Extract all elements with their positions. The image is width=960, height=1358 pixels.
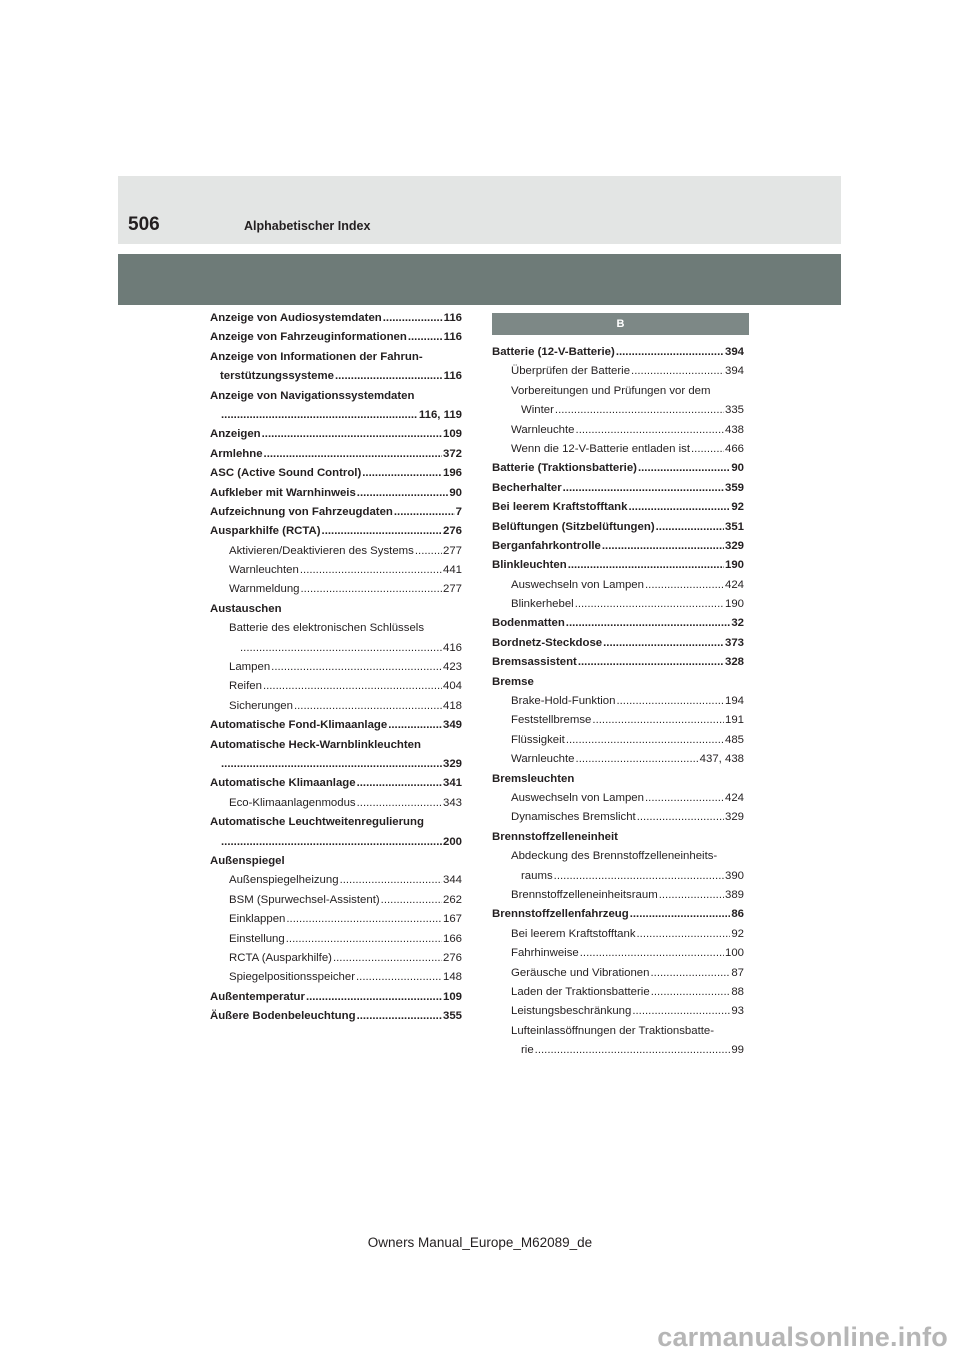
dot-leader xyxy=(221,755,442,774)
entry-term: Belüftungen (Sitzbelüftungen) xyxy=(492,520,655,533)
dot-leader xyxy=(362,464,442,483)
entry-term: ASC (Active Sound Control) xyxy=(210,467,362,480)
index-entry xyxy=(492,498,744,517)
letter-heading-b: B xyxy=(492,313,749,335)
entry-page-ref: 276 xyxy=(442,525,462,538)
entry-page-ref: 88 xyxy=(731,985,744,998)
dot-leader xyxy=(286,910,442,929)
index-entry xyxy=(210,755,462,774)
dot-leader xyxy=(264,445,442,464)
dot-leader xyxy=(566,731,724,750)
dot-leader xyxy=(333,949,442,968)
entry-page-ref: 424 xyxy=(724,578,744,591)
entry-page-ref: 109 xyxy=(442,428,462,441)
index-entry xyxy=(492,421,744,440)
index-entry xyxy=(210,658,462,677)
entry-page-ref: 359 xyxy=(724,481,744,494)
dot-leader xyxy=(580,944,724,963)
dot-leader xyxy=(271,658,442,677)
entry-term: Blinkleuchten xyxy=(492,559,567,572)
index-entry xyxy=(210,387,462,406)
entry-term: Automatische Heck-Warnblinkleuchten xyxy=(210,738,421,751)
dot-leader xyxy=(645,789,724,808)
entry-term: Batterie des elektronischen Schlüssels xyxy=(229,622,425,635)
entry-term: Auswechseln von Lampen xyxy=(511,578,644,591)
entry-term: Warnleuchten xyxy=(229,564,299,577)
entry-term: Außenspiegelheizung xyxy=(229,874,339,887)
entry-term: Aufzeichnung von Fahrzeugdaten xyxy=(210,505,393,518)
entry-term: Berganfahrkontrolle xyxy=(492,539,601,552)
entry-page-ref: 329 xyxy=(724,811,744,824)
dot-leader xyxy=(357,1007,442,1026)
entry-page-ref: 355 xyxy=(442,1010,462,1023)
entry-page-ref: 351 xyxy=(724,520,744,533)
dot-leader xyxy=(566,614,731,633)
entry-page-ref: 438 xyxy=(724,423,744,436)
entry-page-ref: 191 xyxy=(724,714,744,727)
entry-page-ref: 93 xyxy=(731,1005,744,1018)
index-entry xyxy=(492,944,744,963)
index-entry xyxy=(210,580,462,599)
dot-leader xyxy=(616,692,724,711)
entry-term: Äußere Bodenbeleuchtung xyxy=(210,1010,356,1023)
dot-leader xyxy=(301,580,442,599)
dot-leader xyxy=(637,808,724,827)
index-entry xyxy=(210,425,462,444)
entry-term: Batterie (12-V-Batterie) xyxy=(492,346,615,358)
index-entry xyxy=(210,949,462,968)
index-entry xyxy=(210,619,462,638)
entry-page-ref: 329 xyxy=(442,757,462,770)
index-entry xyxy=(492,886,744,905)
entry-term: Brake-Hold-Funktion xyxy=(511,695,616,708)
dot-leader xyxy=(221,406,418,425)
entry-page-ref: 485 xyxy=(724,733,744,746)
entry-term: Winter xyxy=(521,404,554,417)
entry-term: RCTA (Ausparkhilfe) xyxy=(229,951,332,964)
entry-term: Brennstoffzellenfahrzeug xyxy=(492,908,629,921)
index-entry xyxy=(492,1022,744,1041)
entry-page-ref: 116 xyxy=(443,370,462,383)
entry-page-ref: 328 xyxy=(724,656,744,669)
index-entry xyxy=(492,440,744,459)
entry-term: Brennstoffzelleneinheitsraum xyxy=(511,888,658,901)
dot-leader xyxy=(563,479,724,498)
index-entry xyxy=(210,600,462,619)
entry-term: Bordnetz-Steckdose xyxy=(492,636,603,649)
index-entry xyxy=(210,988,462,1007)
dot-leader xyxy=(650,964,730,983)
dot-leader xyxy=(294,697,442,716)
entry-term: Bremsassistent xyxy=(492,656,577,669)
dot-leader xyxy=(616,343,724,362)
index-entry xyxy=(492,1041,744,1060)
dot-leader xyxy=(300,561,442,580)
dot-leader xyxy=(335,367,443,386)
entry-term: Automatische Leuchtweitenregulierung xyxy=(210,816,424,829)
entry-page-ref: 466 xyxy=(724,442,744,455)
index-entry xyxy=(210,716,462,735)
index-entry xyxy=(492,847,744,866)
index-entry xyxy=(210,406,462,425)
entry-term: rie xyxy=(521,1044,534,1057)
dot-leader xyxy=(578,653,724,672)
entry-page-ref: 86 xyxy=(731,908,744,921)
index-entry xyxy=(492,905,744,924)
entry-page-ref: 32 xyxy=(731,617,744,630)
entry-term: Ausparkhilfe (RCTA) xyxy=(210,525,321,538)
index-entry xyxy=(492,382,744,401)
index-entry xyxy=(492,518,744,537)
index-entry xyxy=(492,576,744,595)
index-entry xyxy=(210,891,462,910)
entry-page-ref: 424 xyxy=(724,791,744,804)
index-entry xyxy=(492,343,744,362)
entry-page-ref: 276 xyxy=(442,951,462,964)
entry-page-ref: 404 xyxy=(442,680,462,693)
dot-leader xyxy=(535,1041,731,1060)
footer-doc-id: Owners Manual_Europe_M62089_de xyxy=(367,1235,593,1250)
index-entry xyxy=(492,867,744,886)
index-entry xyxy=(492,828,744,847)
entry-page-ref: 7 xyxy=(455,505,462,518)
index-entry xyxy=(492,964,744,983)
dot-leader xyxy=(381,891,442,910)
entry-term: Becherhalter xyxy=(492,481,562,494)
index-entry xyxy=(492,459,744,478)
index-entry xyxy=(210,367,462,386)
entry-term: Lufteinlassöffnungen der Traktionsbatte- xyxy=(511,1024,715,1037)
entry-term: BSM (Spurwechsel-Assistent) xyxy=(229,893,380,906)
entry-page-ref: 373 xyxy=(724,636,744,649)
entry-term: Anzeige von Fahrzeuginformationen xyxy=(210,331,407,344)
entry-term: Anzeige von Navigationssystemdaten xyxy=(210,389,415,402)
entry-term: Eco-Klimaanlagenmodus xyxy=(229,796,356,809)
header-dark-band xyxy=(118,254,841,305)
entry-term: Warnleuchte xyxy=(511,753,575,766)
dot-leader xyxy=(630,905,731,924)
dot-leader xyxy=(286,930,442,949)
index-entry xyxy=(210,871,462,890)
entry-term: Anzeige von Audiosystemdaten xyxy=(210,312,382,324)
index-entry xyxy=(210,677,462,696)
entry-term: Reifen xyxy=(229,680,262,693)
index-entry xyxy=(492,1002,744,1021)
entry-term: Brennstoffzelleneinheit xyxy=(492,830,618,843)
index-entry xyxy=(492,479,744,498)
index-column-right xyxy=(492,343,744,1060)
entry-term: Lampen xyxy=(229,661,271,674)
entry-page-ref: 343 xyxy=(442,796,462,809)
entry-term: Automatische Klimaanlage xyxy=(210,777,356,790)
entry-page-ref: 167 xyxy=(442,913,462,926)
index-entry xyxy=(492,537,744,556)
dot-leader xyxy=(262,425,442,444)
index-entry xyxy=(492,614,744,633)
index-entry xyxy=(492,692,744,711)
index-entry xyxy=(210,542,462,561)
entry-page-ref: 394 xyxy=(724,346,744,358)
index-entry xyxy=(492,808,744,827)
dot-leader xyxy=(659,886,724,905)
watermark-logo: carmanualsonline.info xyxy=(657,1322,948,1352)
entry-page-ref: 349 xyxy=(442,719,462,732)
entry-page-ref: 329 xyxy=(724,539,744,552)
entry-term: Vorbereitungen und Prüfungen vor dem xyxy=(511,384,711,397)
entry-page-ref: 116 xyxy=(443,312,462,324)
entry-page-ref: 418 xyxy=(442,699,462,712)
dot-leader xyxy=(632,1002,730,1021)
index-entry xyxy=(210,1007,462,1026)
dot-leader xyxy=(240,639,442,658)
entry-page-ref: 190 xyxy=(724,559,744,572)
index-entry xyxy=(492,634,744,653)
entry-page-ref: 166 xyxy=(442,932,462,945)
entry-page-ref: 194 xyxy=(724,695,744,708)
dot-leader xyxy=(415,542,442,561)
index-entry xyxy=(492,789,744,808)
entry-page-ref: 190 xyxy=(724,598,744,611)
dot-leader xyxy=(575,595,724,614)
entry-page-ref: 341 xyxy=(442,777,462,790)
dot-leader xyxy=(603,634,724,653)
entry-page-ref: 200 xyxy=(442,835,462,848)
index-entry xyxy=(492,925,744,944)
dot-leader xyxy=(340,871,442,890)
dot-leader xyxy=(306,988,442,1007)
dot-leader xyxy=(388,716,442,735)
entry-term: Bremsleuchten xyxy=(492,772,575,785)
index-entry xyxy=(492,731,744,750)
index-entry xyxy=(210,464,462,483)
dot-leader xyxy=(645,576,724,595)
entry-term: Wenn die 12-V-Batterie entladen ist xyxy=(511,442,690,455)
entry-page-ref: 335 xyxy=(724,404,744,417)
dot-leader xyxy=(357,794,442,813)
entry-term: Anzeige von Informationen der Fahrun- xyxy=(210,350,423,363)
entry-term: Austauschen xyxy=(210,602,282,615)
dot-leader xyxy=(554,867,724,886)
dot-leader xyxy=(576,750,699,769)
entry-page-ref: 90 xyxy=(731,462,744,475)
index-entry xyxy=(492,401,744,420)
entry-term: Blinkerhebel xyxy=(511,598,574,611)
index-entry xyxy=(210,833,462,852)
index-entry xyxy=(210,639,462,658)
entry-page-ref: 100 xyxy=(724,947,744,960)
entry-term: Warnmeldung xyxy=(229,583,300,596)
index-entry xyxy=(492,653,744,672)
index-entry xyxy=(210,910,462,929)
entry-page-ref: 372 xyxy=(442,447,462,460)
dot-leader xyxy=(637,925,731,944)
entry-page-ref: 344 xyxy=(442,874,462,887)
dot-leader xyxy=(631,362,724,381)
entry-term: Aufkleber mit Warnhinweis xyxy=(210,486,356,499)
entry-page-ref: 148 xyxy=(442,971,462,984)
entry-page-ref: 116 xyxy=(443,331,462,344)
section-title: Alphabetischer Index xyxy=(244,219,371,233)
dot-leader xyxy=(408,328,443,347)
entry-page-ref: 99 xyxy=(731,1044,744,1057)
entry-term: Fahrhinweise xyxy=(511,947,579,960)
entry-term: Einstellung xyxy=(229,932,285,945)
page-number: 506 xyxy=(128,214,160,235)
index-entry xyxy=(210,697,462,716)
entry-page-ref: 390 xyxy=(724,869,744,882)
entry-term: Abdeckung des Brennstoffzelleneinheits- xyxy=(511,850,718,863)
entry-term: Bei leerem Kraftstofftank xyxy=(492,501,628,514)
dot-leader xyxy=(356,968,442,987)
entry-page-ref: 277 xyxy=(442,583,462,596)
index-entry xyxy=(492,711,744,730)
entry-term: Bodenmatten xyxy=(492,617,565,630)
entry-term: Bei leerem Kraftstofftank xyxy=(511,927,636,940)
entry-term: Laden der Traktionsbatterie xyxy=(511,985,650,998)
entry-page-ref: 277 xyxy=(442,544,462,557)
dot-leader xyxy=(357,484,449,503)
entry-page-ref: 92 xyxy=(731,927,744,940)
entry-term: Auswechseln von Lampen xyxy=(511,791,644,804)
index-entry xyxy=(492,595,744,614)
entry-page-ref: 92 xyxy=(731,501,744,514)
entry-term: Spiegelpositionsspeicher xyxy=(229,971,356,984)
dot-leader xyxy=(555,401,724,420)
entry-term: Armlehne xyxy=(210,447,263,460)
entry-page-ref: 416 xyxy=(442,641,462,654)
index-entry xyxy=(210,503,462,522)
entry-term: Bremse xyxy=(492,675,534,688)
index-column-left xyxy=(210,309,462,1026)
index-entry xyxy=(210,794,462,813)
entry-term: Einklappen xyxy=(229,913,286,926)
entry-term: Feststellbremse xyxy=(511,714,592,727)
entry-page-ref: 441 xyxy=(442,564,462,577)
entry-term: Außenspiegel xyxy=(210,854,285,867)
dot-leader xyxy=(592,711,724,730)
dot-leader xyxy=(602,537,724,556)
index-entry xyxy=(210,348,462,367)
dot-leader xyxy=(638,459,730,478)
entry-term: Batterie (Traktionsbatterie) xyxy=(492,462,637,475)
index-entry xyxy=(210,445,462,464)
entry-term: Überprüfen der Batterie xyxy=(511,365,631,378)
index-entry xyxy=(210,328,462,347)
entry-page-ref: 87 xyxy=(731,966,744,979)
entry-term: terstützungssysteme xyxy=(220,370,334,383)
dot-leader xyxy=(656,518,724,537)
dot-leader xyxy=(383,309,443,328)
entry-term: Dynamisches Bremslicht xyxy=(511,811,636,824)
entry-term: Anzeigen xyxy=(210,428,261,441)
dot-leader xyxy=(651,983,731,1002)
dot-leader xyxy=(221,833,442,852)
dot-leader xyxy=(691,440,724,459)
index-entry xyxy=(210,736,462,755)
dot-leader xyxy=(568,556,724,575)
entry-term: raums xyxy=(521,869,553,882)
entry-term: Sicherungen xyxy=(229,699,293,712)
entry-page-ref: 394 xyxy=(724,365,744,378)
index-entry xyxy=(210,930,462,949)
entry-page-ref: 196 xyxy=(442,467,462,480)
dot-leader xyxy=(628,498,730,517)
index-entry xyxy=(210,522,462,541)
index-entry xyxy=(210,484,462,503)
header-band xyxy=(118,176,841,244)
entry-page-ref: 90 xyxy=(449,486,462,499)
dot-leader xyxy=(322,522,442,541)
entry-term: Außentemperatur xyxy=(210,990,305,1003)
entry-page-ref: 423 xyxy=(442,661,462,674)
entry-term: Flüssigkeit xyxy=(511,733,565,746)
entry-page-ref: 116, 119 xyxy=(418,408,462,421)
index-entry xyxy=(492,556,744,575)
entry-page-ref: 389 xyxy=(724,888,744,901)
index-entry xyxy=(210,852,462,871)
entry-term: Warnleuchte xyxy=(511,423,575,436)
index-entry xyxy=(492,750,744,769)
index-entry xyxy=(492,673,744,692)
index-entry xyxy=(210,774,462,793)
index-entry xyxy=(210,968,462,987)
index-entry xyxy=(492,362,744,381)
dot-leader xyxy=(263,677,442,696)
dot-leader xyxy=(576,421,724,440)
index-entry xyxy=(210,309,462,328)
entry-term: Automatische Fond-Klimaanlage xyxy=(210,719,388,732)
entry-page-ref: 109 xyxy=(442,990,462,1003)
index-entry xyxy=(210,813,462,832)
entry-term: Aktivieren/Deaktivieren des Systems xyxy=(229,544,414,557)
index-entry xyxy=(210,561,462,580)
index-entry xyxy=(492,770,744,789)
index-entry xyxy=(492,983,744,1002)
entry-page-ref: 262 xyxy=(442,893,462,906)
dot-leader xyxy=(394,503,455,522)
dot-leader xyxy=(357,774,442,793)
entry-term: Leistungsbeschränkung xyxy=(511,1005,632,1018)
entry-term: Geräusche und Vibrationen xyxy=(511,966,650,979)
entry-page-ref: 437, 438 xyxy=(699,753,744,766)
